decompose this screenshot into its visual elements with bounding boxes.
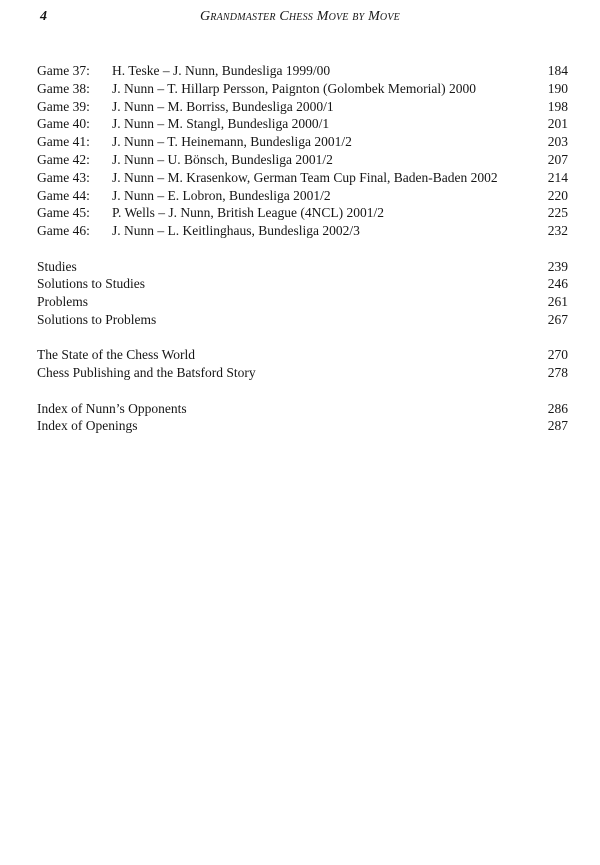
toc-entry-game-37 bbox=[37, 62, 568, 80]
page-ref: 203 bbox=[547, 134, 568, 150]
page-ref: 287 bbox=[547, 418, 568, 434]
game-title: J. Nunn – M. Krasenkow, German Team Cup Final, Baden-Baden 2002 bbox=[112, 169, 498, 185]
page-ref: 214 bbox=[547, 169, 568, 185]
entry-title: Chess Publishing and the Batsford Story bbox=[37, 365, 256, 381]
toc-entry bbox=[37, 275, 568, 293]
toc-entry-game-44 bbox=[37, 187, 568, 205]
game-label: Game 37: bbox=[37, 63, 90, 78]
page-ref: 261 bbox=[547, 294, 568, 310]
entry-title: The State of the Chess World bbox=[37, 347, 196, 363]
page-ref: 246 bbox=[547, 276, 568, 292]
toc-entry bbox=[37, 364, 568, 382]
entry-title: Solutions to Studies bbox=[37, 276, 146, 292]
toc-entry bbox=[37, 346, 568, 364]
page-ref: 201 bbox=[547, 116, 568, 132]
entry-title: Studies bbox=[37, 258, 77, 274]
toc-entry-game-39 bbox=[37, 98, 568, 116]
game-label: Game 42: bbox=[37, 151, 90, 167]
game-label: Game 46: bbox=[37, 223, 90, 239]
game-title: J. Nunn – U. Bönsch, Bundesliga 2001/2 bbox=[112, 151, 333, 167]
game-title: J. Nunn – T. Hillarp Persson, Paignton (Golombek Memorial) 2000 bbox=[112, 80, 476, 96]
section-gap bbox=[37, 240, 568, 258]
game-label: Game 45: bbox=[37, 205, 90, 221]
game-label: Game 41: bbox=[37, 134, 90, 150]
running-head: Grandmaster Chess Move by Move bbox=[200, 9, 400, 24]
toc-entry-game-40 bbox=[37, 115, 568, 133]
page-ref: 184 bbox=[547, 63, 568, 78]
page-ref: 270 bbox=[547, 347, 568, 363]
game-label: Game 39: bbox=[37, 98, 90, 114]
page-ref: 232 bbox=[547, 223, 568, 239]
entry-title: Solutions to Problems bbox=[37, 311, 157, 327]
page-ref: 207 bbox=[547, 151, 568, 167]
toc-entry-game-38 bbox=[37, 80, 568, 98]
page-ref: 239 bbox=[547, 258, 568, 274]
game-title: P. Wells – J. Nunn, British League (4NCL) 2001/2 bbox=[112, 205, 385, 221]
page-number: 4 bbox=[40, 9, 47, 24]
game-label: Game 43: bbox=[37, 169, 90, 185]
studies-section bbox=[37, 258, 568, 329]
toc-entry bbox=[37, 293, 568, 311]
game-title: J. Nunn – L. Keitlinghaus, Bundesliga 2002/3 bbox=[112, 223, 360, 239]
table-of-contents bbox=[37, 62, 568, 435]
section-gap bbox=[37, 329, 568, 347]
game-list bbox=[37, 62, 568, 240]
essays-section bbox=[37, 346, 568, 382]
game-label: Game 40: bbox=[37, 116, 90, 132]
toc-entry-game-45 bbox=[37, 204, 568, 222]
page-ref: 225 bbox=[547, 205, 568, 221]
page-ref: 198 bbox=[547, 98, 568, 114]
toc-entry-game-43 bbox=[37, 169, 568, 187]
toc-entry-game-46 bbox=[37, 222, 568, 240]
game-title: J. Nunn – E. Lobron, Bundesliga 2001/2 bbox=[112, 187, 331, 203]
entry-title: Index of Nunn’s Opponents bbox=[37, 400, 187, 416]
page-ref: 278 bbox=[547, 365, 568, 381]
entry-title: Problems bbox=[37, 294, 89, 310]
toc-entry bbox=[37, 417, 568, 435]
section-gap bbox=[37, 382, 568, 400]
game-title: J. Nunn – M. Stangl, Bundesliga 2000/1 bbox=[112, 116, 330, 132]
toc-entry bbox=[37, 258, 568, 276]
toc-entry-game-42 bbox=[37, 151, 568, 169]
index-section bbox=[37, 400, 568, 436]
page-ref: 190 bbox=[547, 80, 568, 96]
toc-entry bbox=[37, 400, 568, 418]
game-label: Game 38: bbox=[37, 80, 90, 96]
toc-entry-game-41 bbox=[37, 133, 568, 151]
page-ref: 220 bbox=[547, 187, 568, 203]
game-title: H. Teske – J. Nunn, Bundesliga 1999/00 bbox=[112, 63, 331, 78]
entry-title: Index of Openings bbox=[37, 418, 138, 434]
page-ref: 267 bbox=[547, 311, 568, 327]
game-title: J. Nunn – M. Borriss, Bundesliga 2000/1 bbox=[112, 98, 334, 114]
game-title: J. Nunn – T. Heinemann, Bundesliga 2001/2 bbox=[112, 134, 352, 150]
toc-entry bbox=[37, 311, 568, 329]
game-label: Game 44: bbox=[37, 187, 90, 203]
page-ref: 286 bbox=[547, 400, 568, 416]
